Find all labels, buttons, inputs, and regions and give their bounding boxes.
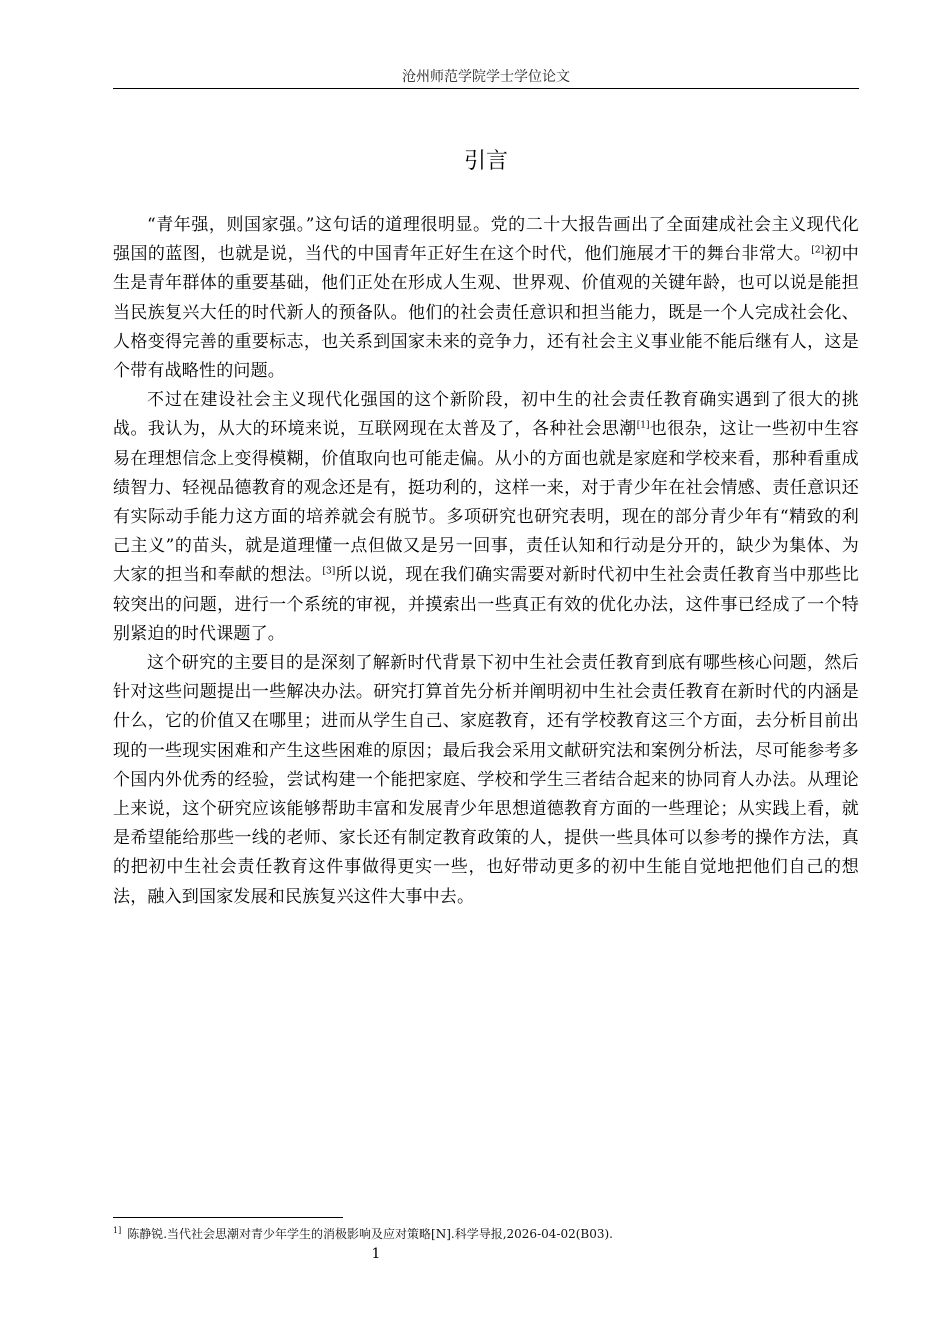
paragraph-1-text-b: 初中生是青年群体的重要基础，他们正处在形成人生观、世界观、价值观的关键年龄，也可以说是能担当民族复兴大任的时代新人的预备队。他们的社会责任意识和担当能力，既是一个人完成社会化、人格变得完善的重要标志，也关系到国家未来的竞争力，还有社会主义事业能不能后继有人，这是个带有战略性的问题。 bbox=[113, 244, 859, 382]
paragraph-3-text: 这个研究的主要目的是深刻了解新时代背景下初中生社会责任教育到底有哪些核心问题，然后针对这些问题提出一些解决办法。研究打算首先分析并阐明初中生社会责任教育在新时代的内涵是什么，它的价值又在哪里；进而从学生自己、家庭教育，还有学校教育这三个方面，去分析目前出现的一些现实困难和产生这些困难的原因；最后我会采用文献研究法和案例分析法，尽可能参考多个国内外优秀的经验，尝试构建一个能把家庭、学校和学生三者结合起来的协同育人办法。从理论上来说，这个研究应该能够帮助丰富和发展青少年思想道德教育方面的一些理论；从实践上看，就是希望能给那些一线的老师、家长还有制定教育政策的人，提供一些具体可以参考的操作方法，真的把初中生社会责任教育这件事做得更实一些，也好带动更多的初中生能自觉地把他们自己的想法，融入到国家发展和民族复兴这件大事中去。 bbox=[113, 653, 859, 907]
paragraph-2-text-c: 所以说，现在我们确实需要对新时代初中生社会责任教育当中那些比较突出的问题，进行一个系统的审视，并摸索出一些真正有效的优化办法，这件事已经成了一个特别紧迫的时代课题了。 bbox=[113, 565, 859, 644]
page-number: 1 bbox=[371, 1246, 381, 1262]
footnote-marker: 1] bbox=[113, 1226, 122, 1235]
header-divider bbox=[113, 88, 859, 89]
citation-3: [3] bbox=[322, 566, 336, 577]
paragraph-2-text-a: 不过在建设社会主义现代化强国的这个新阶段，初中生的社会责任教育确实遇到了很大的挑战。我认为，从大的环境来说，互联网现在太普及了，各种社会思潮 bbox=[113, 390, 859, 440]
footnote-divider bbox=[113, 1217, 343, 1218]
paragraph-1 bbox=[113, 211, 859, 386]
body-text bbox=[113, 211, 859, 912]
paragraph-2-text-b: 也很杂，这让一些初中生容易在理想信念上变得模糊，价值取向也可能走偏。从小的方面也就是家庭和学校来看，那种看重成绩智力、轻视品德教育的观念还是有，挺功利的，这样一来，对于青少年在社会情感、责任意识还有实际动手能力这方面的培养就会有脱节。多项研究也研究表明，现在的部分青少年有“精致的利己主义”的苗头，就是道理懂一点但做又是另一回事，责任认知和行动是分开的，缺少为集体、为大家的担当和奉献的想法。 bbox=[113, 419, 859, 586]
section-title: 引言 bbox=[463, 149, 508, 174]
paragraph-1-text-a: “青年强，则国家强。”这句话的道理很明显。党的二十大报告画出了全面建成社会主义现代化强国的蓝图，也就是说，当代的中国青年正好生在这个时代，他们施展才干的舞台非常大。 bbox=[113, 215, 859, 265]
paragraph-2 bbox=[113, 386, 859, 649]
citation-2: [2] bbox=[811, 245, 825, 256]
footnote bbox=[113, 1226, 859, 1242]
footnote-text: 陈静锐.当代社会思潮对青少年学生的消极影响及应对策略[N].科学导报,2026-04-02(B03). bbox=[127, 1227, 613, 1241]
citation-1: [1] bbox=[636, 420, 650, 431]
running-header: 沧州师范学院学士学位论文 bbox=[402, 69, 570, 85]
paragraph-3 bbox=[113, 649, 859, 912]
